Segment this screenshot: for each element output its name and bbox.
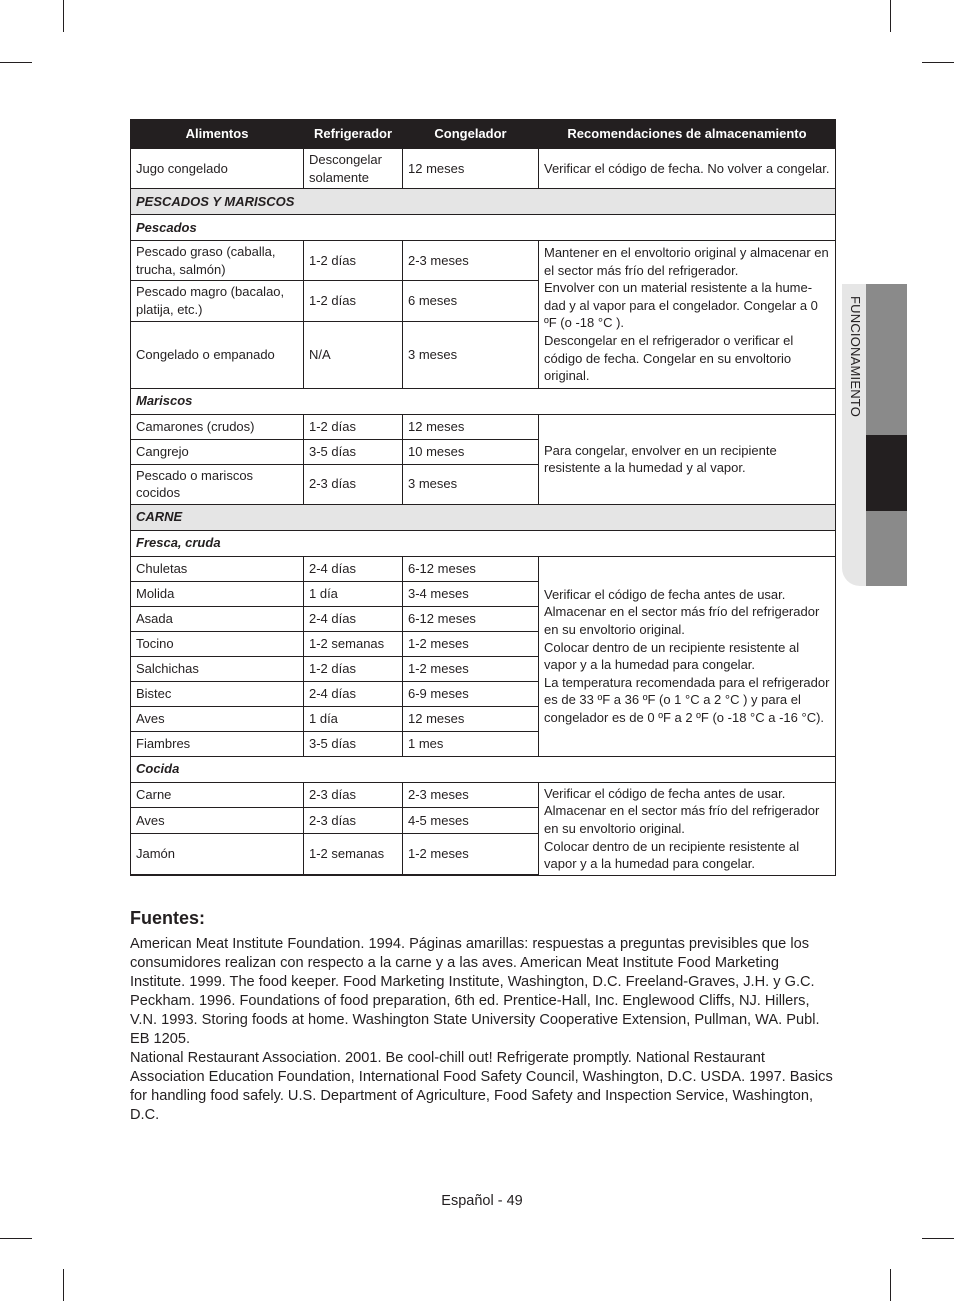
cell-food: Aves xyxy=(131,808,304,834)
subsection-pescados: Pescados xyxy=(131,215,836,241)
subsection-row xyxy=(131,756,836,782)
table-header-row xyxy=(131,120,836,149)
header-congelador: Congelador xyxy=(403,120,539,149)
cell-food: Cangrejo xyxy=(131,439,304,464)
cell-food: Molida xyxy=(131,581,304,606)
cell-food: Pescado magro (bacalao, platija, etc.) xyxy=(131,281,304,321)
cell-fridge: Descongelar solamente xyxy=(304,149,403,189)
cell-fridge: 1-2 días xyxy=(304,414,403,439)
cell-fridge: 3-5 días xyxy=(304,439,403,464)
cell-freezer: 2-3 meses xyxy=(403,241,539,281)
cell-freezer: 12 meses xyxy=(403,149,539,189)
cell-fridge: N/A xyxy=(304,321,403,388)
cell-food: Jamón xyxy=(131,833,304,875)
crop-mark xyxy=(922,1238,954,1239)
cell-freezer: 1-2 meses xyxy=(403,631,539,656)
crop-mark xyxy=(890,0,891,32)
page-number: Español - 49 xyxy=(441,1193,523,1209)
cell-recommendation-fresca xyxy=(539,556,836,756)
sources-paragraph: American Meat Institute Foundation. 1994. Páginas amarillas: respuestas a preguntas previsibles que los consumidores realizan con respecto a la carne y a las aves. American Meat Institute Food Marketing Institute. 1999. The food keeper. Food Marketing Institute, Washington, D.C. Freeland-Graves, J.H. y G.C. Peckham. 1996. Foundations of food preparation, 6th ed. Prentice-Hall, Inc. Englewood Cliffs, NJ. Hillers, V.N. 1993. Storing foods at home. Washington State University Cooperative Extension, Pullman, WA. Publ. EB 1205. xyxy=(130,936,820,1047)
recommendation-line: Verificar el código de fecha antes de usar. xyxy=(544,785,786,801)
recommendation-line: La temperatura recomendada para el refrigerador es de 33 ºF a 36 ºF (o 1 °C a 2 °C ) y para el congelador es de 0 ºF a 2 ºF (o -18 °C a -16 °C). xyxy=(544,674,830,726)
cell-fridge: 2-3 días xyxy=(304,808,403,834)
crop-mark xyxy=(63,0,64,32)
cell-freezer: 1 mes xyxy=(403,731,539,756)
sources-paragraph: National Restaurant Association. 2001. Be cool-chill out! Refrigerate promptly. National Restaurant Association Education Foundation, International Food Safety Council, Washington, D.C. USDA. 1997. Basics for handling food safely. U.S. Department of Agriculture, Food Safety and Inspection Service, Washington, D.C. xyxy=(130,1050,833,1123)
subsection-row xyxy=(131,388,836,414)
cell-fridge: 1-2 días xyxy=(304,656,403,681)
cell-fridge: 1-2 semanas xyxy=(304,833,403,875)
subsection-mariscos: Mariscos xyxy=(131,388,836,414)
table-row xyxy=(131,556,836,581)
side-tab-active-marker xyxy=(866,435,907,511)
cell-recommendation-cocida xyxy=(539,782,836,875)
crop-mark xyxy=(0,62,32,63)
cell-fridge: 1-2 días xyxy=(304,281,403,321)
crop-mark xyxy=(890,1269,891,1301)
subsection-row xyxy=(131,530,836,556)
table-row xyxy=(131,241,836,281)
table-row xyxy=(131,414,836,439)
cell-freezer: 6-12 meses xyxy=(403,556,539,581)
cell-food: Chuletas xyxy=(131,556,304,581)
crop-mark xyxy=(0,1238,32,1239)
subsection-cocida: Cocida xyxy=(131,756,836,782)
crop-mark xyxy=(63,1269,64,1301)
cell-food: Asada xyxy=(131,606,304,631)
cell-food: Pescado graso (caballa, trucha, salmón) xyxy=(131,241,304,281)
section-row xyxy=(131,504,836,530)
cell-freezer: 6-9 meses xyxy=(403,681,539,706)
cell-recommendation: Verificar el código de fecha. No volver a congelar. xyxy=(539,149,836,189)
section-pescados-mariscos: PESCADOS Y MARISCOS xyxy=(131,189,836,215)
cell-food: Aves xyxy=(131,706,304,731)
recommendation-line: Verificar el código de fecha antes de usar. xyxy=(544,586,786,602)
crop-mark xyxy=(922,62,954,63)
cell-fridge: 3-5 días xyxy=(304,731,403,756)
recommendation-line: Mantener en el envoltorio original y almacenar en el sector más frío del refrigerador. xyxy=(544,245,829,278)
cell-fridge: 1-2 semanas xyxy=(304,631,403,656)
header-refrigerador: Refrigerador xyxy=(304,120,403,149)
cell-fridge: 1 día xyxy=(304,706,403,731)
cell-freezer: 3-4 meses xyxy=(403,581,539,606)
recommendation-line: Envolver con un material resistente a la hume-dad y al vapor para el congelador. Congelar a 0 ºF (o -18 °C ). xyxy=(544,280,818,331)
table-row xyxy=(131,149,836,189)
cell-food: Camarones (crudos) xyxy=(131,414,304,439)
cell-freezer: 10 meses xyxy=(403,439,539,464)
cell-food: Pescado o mariscos cocidos xyxy=(131,464,304,504)
cell-freezer: 6 meses xyxy=(403,281,539,321)
cell-fridge: 2-4 días xyxy=(304,556,403,581)
cell-freezer: 1-2 meses xyxy=(403,656,539,681)
subsection-fresca: Fresca, cruda xyxy=(131,530,836,556)
recommendation-line: Colocar dentro de un recipiente resistente al vapor y a la humedad para congelar. xyxy=(544,639,800,673)
cell-fridge: 2-3 días xyxy=(304,464,403,504)
cell-fridge: 1 día xyxy=(304,581,403,606)
cell-freezer: 1-2 meses xyxy=(403,833,539,875)
side-tab-label: FUNCIONAMIENTO xyxy=(848,296,863,418)
cell-food: Salchichas xyxy=(131,656,304,681)
cell-recommendation-mariscos: Para congelar, envolver en un recipiente resistente a la humedad y al vapor. xyxy=(539,414,836,504)
cell-fridge: 2-4 días xyxy=(304,606,403,631)
cell-fridge: 2-4 días xyxy=(304,681,403,706)
cell-freezer: 12 meses xyxy=(403,414,539,439)
table-row xyxy=(131,782,836,808)
subsection-row xyxy=(131,215,836,241)
cell-food: Carne xyxy=(131,782,304,808)
cell-food: Fiambres xyxy=(131,731,304,756)
recommendation-line: Descongelar en el refrigerador o verificar el código de fecha. Congelar en su envoltorio original. xyxy=(544,332,794,384)
recommendation-line: Almacenar en el sector más frío del refrigerador en su envoltorio original. xyxy=(544,803,820,836)
section-carne: CARNE xyxy=(131,504,836,530)
cell-food: Jugo congelado xyxy=(131,149,304,189)
header-recomendaciones: Recomendaciones de almacenamiento xyxy=(539,120,836,149)
sources-title: Fuentes: xyxy=(130,908,206,928)
cell-recommendation-pescados xyxy=(539,241,836,388)
cell-freezer: 2-3 meses xyxy=(403,782,539,808)
food-storage-table xyxy=(130,119,836,876)
cell-fridge: 2-3 días xyxy=(304,782,403,808)
cell-food: Tocino xyxy=(131,631,304,656)
cell-freezer: 6-12 meses xyxy=(403,606,539,631)
recommendation-line: Almacenar en el sector más frío del refrigerador en su envoltorio original. xyxy=(544,604,820,638)
cell-food: Congelado o empanado xyxy=(131,321,304,388)
cell-freezer: 3 meses xyxy=(403,321,539,388)
section-row xyxy=(131,189,836,215)
cell-freezer: 3 meses xyxy=(403,464,539,504)
cell-food: Bistec xyxy=(131,681,304,706)
cell-freezer: 4-5 meses xyxy=(403,808,539,834)
header-alimentos: Alimentos xyxy=(131,120,304,149)
sources-section xyxy=(130,906,836,1125)
cell-fridge: 1-2 días xyxy=(304,241,403,281)
cell-freezer: 12 meses xyxy=(403,706,539,731)
recommendation-line: Colocar dentro de un recipiente resistente al vapor y a la humedad para congelar. xyxy=(544,838,800,872)
